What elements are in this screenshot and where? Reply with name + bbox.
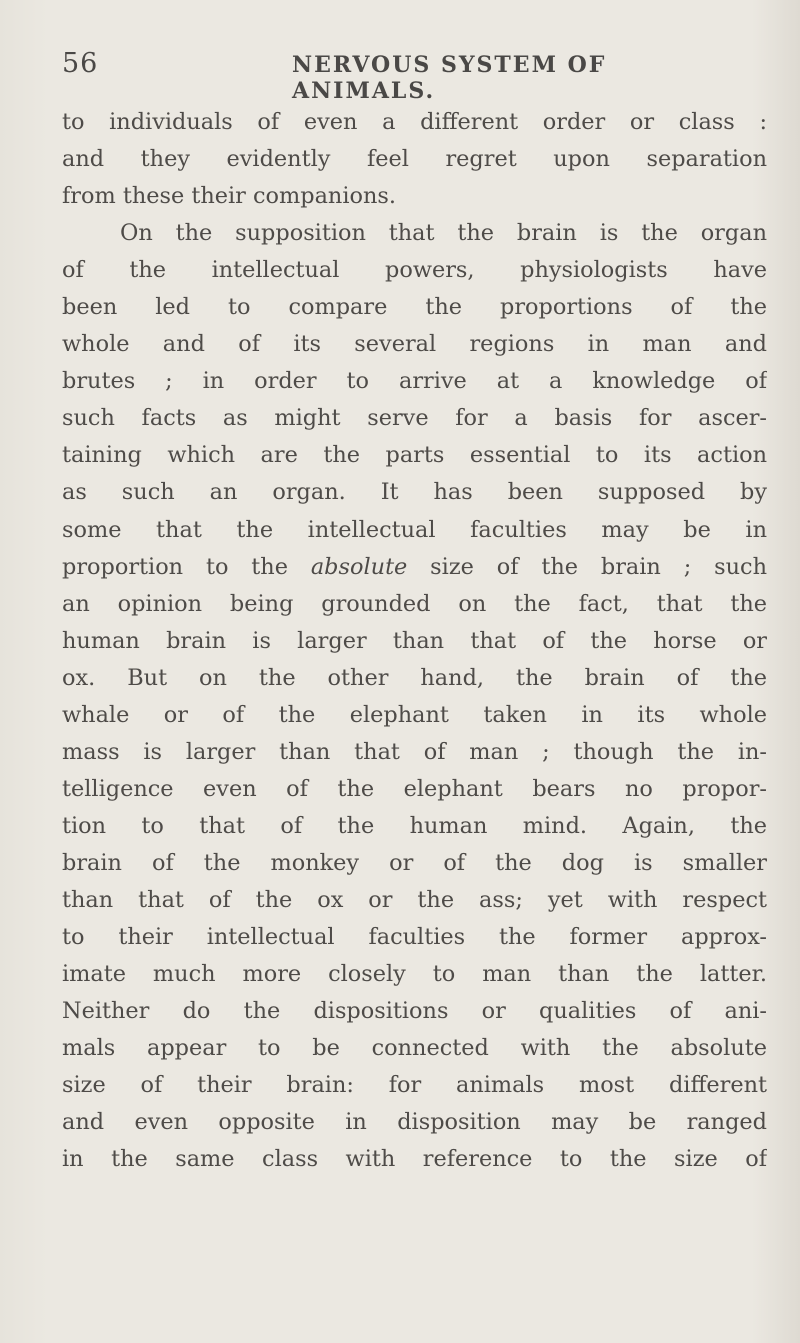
text-line: an opinion being grounded on the fact, that the — [62, 590, 767, 617]
text-line: to individuals of even a different order or class : — [62, 109, 767, 135]
text-line: ox. But on the other hand, the brain of the — [62, 664, 767, 691]
text-line: size of their brain: for animals most different — [62, 1072, 767, 1099]
text-line: tion to that of the human mind. Again, the — [62, 812, 767, 839]
text-line: than that of the ox or the ass; yet with respect — [62, 886, 767, 913]
paragraph-first-line: On the supposition that the brain is the organ — [120, 220, 767, 247]
text-line: mals appear to be connected with the absolute — [62, 1035, 767, 1062]
text-line: Neither do the dispositions or qualities of ani- — [62, 998, 767, 1025]
italic-emphasis: absolute — [310, 553, 408, 580]
text-line: to their intellectual faculties the former approx- — [62, 924, 767, 951]
text-line-with-italic — [62, 549, 767, 586]
text-line: brutes ; in order to arrive at a knowledge of — [62, 368, 767, 395]
text-line: telligence even of the elephant bears no propor- — [62, 775, 767, 802]
text-line: imate much more closely to man than the latter. — [62, 961, 767, 988]
text-line: such facts as might serve for a basis for ascer- — [62, 405, 767, 432]
text-line: and even opposite in disposition may be ranged — [62, 1109, 767, 1136]
text-line: of the intellectual powers, physiologists have — [62, 257, 767, 284]
text-line: in the same class with reference to the size of — [62, 1146, 767, 1173]
text-line: mass is larger than that of man ; though the in- — [62, 738, 767, 765]
body-text — [62, 104, 767, 1178]
text-line: some that the intellectual faculties may be in — [62, 516, 767, 543]
page-number: 56 — [62, 48, 99, 79]
text-line: and they evidently feel regret upon separation — [62, 146, 767, 173]
text-line: been led to compare the proportions of the — [62, 294, 767, 321]
text-run: size of the brain ; such — [407, 553, 767, 580]
text-line: human brain is larger than that of the horse or — [62, 627, 767, 654]
running-title: NERVOUS SYSTEM OF ANIMALS. — [292, 52, 607, 104]
text-line: from these their companions. — [62, 183, 397, 210]
text-line: whole and of its several regions in man and — [62, 331, 767, 358]
running-head — [62, 48, 742, 104]
text-line: as such an organ. It has been supposed by — [62, 479, 767, 506]
text-run: proportion to the — [62, 553, 311, 580]
text-line: whale or of the elephant taken in its whole — [62, 701, 767, 728]
text-line: taining which are the parts essential to its action — [62, 442, 767, 469]
text-line: brain of the monkey or of the dog is smaller — [62, 849, 767, 876]
